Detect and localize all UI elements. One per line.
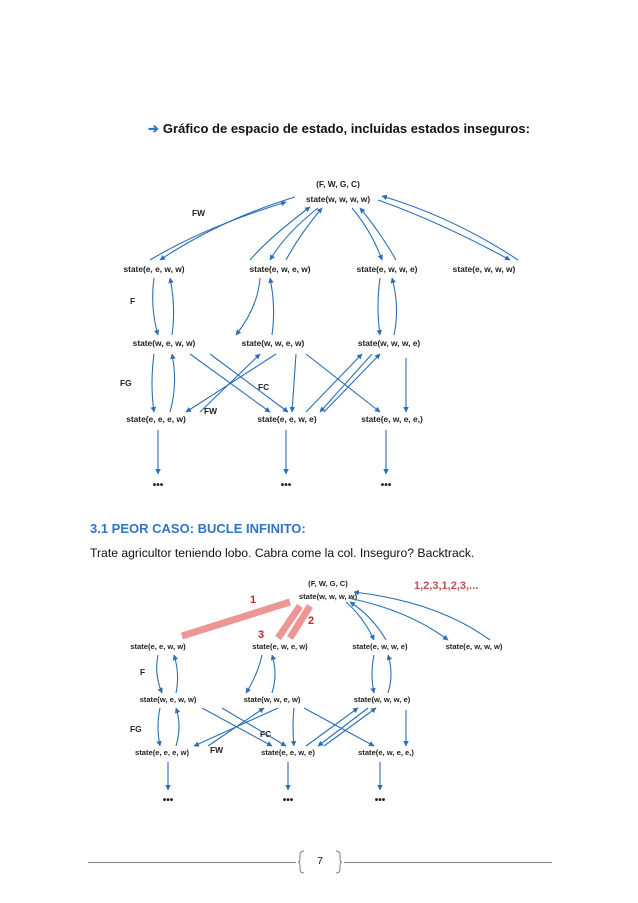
node-r2-3: state(w, w, w, e) — [357, 338, 421, 348]
page-number: 7 — [317, 855, 323, 867]
edge-label-fw2: FW — [204, 406, 218, 416]
edge-label-f: F — [130, 296, 136, 306]
edge2-label-f: F — [140, 667, 146, 677]
node2-r3-2: state(e, e, w, e) — [261, 748, 315, 757]
edge-label-fg: FG — [120, 378, 132, 388]
node2-r2-3: state(w, w, w, e) — [353, 695, 411, 704]
node-r1-4: state(e, w, w, w) — [452, 264, 516, 274]
edge2-label-fc: FC — [260, 729, 272, 739]
worst-case-diagram — [118, 572, 528, 807]
node2-r3-3: state(e, w, e, e,) — [358, 748, 414, 757]
loop-sequence: 1,2,3,1,2,3,... — [414, 580, 479, 592]
loop-step-1: 1 — [250, 594, 257, 606]
node2-r3-1: state(e, e, e, w) — [134, 748, 190, 757]
node2-r2-1: state(w, e, w, w) — [139, 695, 197, 704]
node-r1-2: state(e, w, e, w) — [249, 264, 311, 274]
ellipsis-1: ••• — [152, 480, 164, 491]
node2-r1-1: state(e, e, w, w) — [130, 642, 186, 651]
ellipsis2-2: ••• — [282, 795, 294, 806]
state-space-diagram — [110, 172, 535, 502]
edge2-label-fw: FW — [210, 745, 224, 755]
section-heading — [148, 121, 530, 137]
node2-r2-2: state(w, w, e, w) — [243, 695, 301, 704]
node-r3-3: state(e, w, e, e,) — [361, 414, 423, 424]
node2-r1-3: state(e, w, w, e) — [352, 642, 408, 651]
node-r2-2: state(w, w, e, w) — [241, 338, 305, 348]
root-state: state(w, w, w, w) — [305, 194, 371, 204]
node2-r1-4: state(e, w, w, w) — [445, 642, 503, 651]
node-r3-1: state(e, e, e, w) — [126, 414, 186, 424]
ellipsis-3: ••• — [380, 480, 392, 491]
edge2-label-fg: FG — [130, 724, 142, 734]
ellipsis2-1: ••• — [162, 795, 174, 806]
loop-step-3: 3 — [258, 629, 265, 641]
root-label: (F, W, G, C) — [316, 179, 360, 189]
page-number-box — [298, 850, 342, 874]
root-state-2: state(w, w, w, w) — [298, 592, 358, 601]
root-label-2: (F, W, G, C) — [308, 579, 348, 588]
node-r3-2: state(e, e, w, e) — [257, 414, 317, 424]
footer-rule-right — [344, 862, 552, 863]
ellipsis-2: ••• — [280, 480, 292, 491]
ellipsis2-3: ••• — [374, 795, 386, 806]
footer-rule-left — [88, 862, 296, 863]
edge-label-fw: FW — [192, 208, 206, 218]
section-title: 3.1 PEOR CASO: BUCLE INFINITO: — [90, 521, 306, 536]
node-r1-3: state(e, w, w, e) — [356, 264, 418, 274]
node-r1-1: state(e, e, w, w) — [123, 264, 185, 274]
section-paragraph: Trate agricultor teniendo lobo. Cabra come la col. Inseguro? Backtrack. — [90, 546, 475, 560]
node-r2-1: state(w, e, w, w) — [132, 338, 196, 348]
edge-label-fc: FC — [258, 382, 270, 392]
node2-r1-2: state(e, w, e, w) — [252, 642, 308, 651]
loop-step-2: 2 — [308, 615, 315, 627]
arrow-right-icon: ➔ — [148, 121, 159, 136]
heading-text: Gráfico de espacio de estado, incluidas estados inseguros: — [162, 121, 530, 136]
